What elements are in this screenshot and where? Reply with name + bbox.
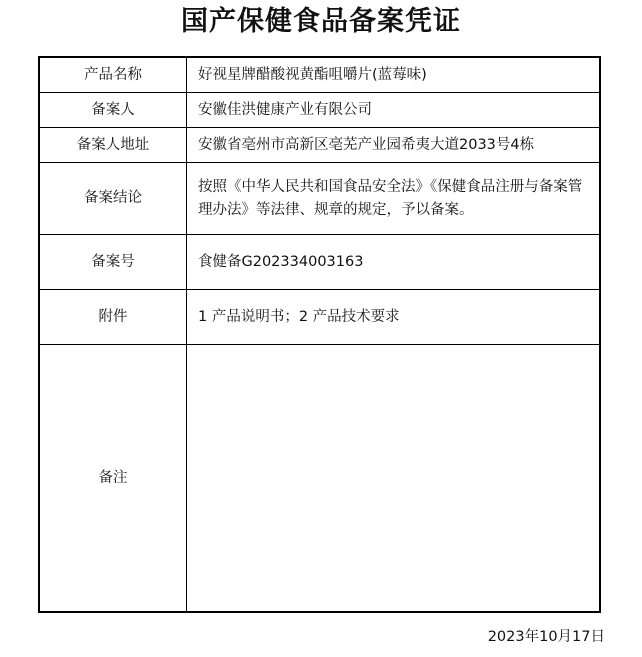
row-label-product-name: 产品名称 bbox=[40, 58, 187, 93]
row-value-attachments bbox=[187, 290, 599, 345]
row-label-filer-address: 备案人地址 bbox=[40, 128, 187, 163]
product-name-text: 好视星牌醋酸视黄酯咀嚼片(蓝莓味) bbox=[198, 66, 427, 83]
row-label-filer: 备案人 bbox=[40, 93, 187, 128]
row-label-filing-number: 备案号 bbox=[40, 235, 187, 290]
conclusion-text: 按照《中华人民共和国食品安全法》《保健食品注册与备案管理办法》等法律、规章的规定，予以备案。 bbox=[198, 178, 583, 218]
row-label-attachments: 附件 bbox=[40, 290, 187, 345]
row-label-conclusion: 备案结论 bbox=[40, 163, 187, 235]
row-value-remarks bbox=[187, 345, 599, 611]
filing-number-text: 食健备G202334003163 bbox=[198, 253, 364, 270]
issue-date: 2023年10月17日 bbox=[487, 629, 605, 645]
page-title: 国产保健食品备案凭证 bbox=[181, 6, 461, 37]
row-value-filer-address bbox=[187, 128, 599, 163]
filer-text: 安徽佳洪健康产业有限公司 bbox=[198, 101, 372, 118]
certificate-table bbox=[38, 56, 601, 613]
attachments-text: 1 产品说明书；2 产品技术要求 bbox=[198, 308, 400, 325]
filer-address-text: 安徽省亳州市高新区亳芜产业园希夷大道2033号4栋 bbox=[198, 136, 535, 153]
row-value-product-name bbox=[187, 58, 599, 93]
row-value-filing-number bbox=[187, 235, 599, 290]
row-value-filer bbox=[187, 93, 599, 128]
row-value-conclusion bbox=[187, 163, 599, 235]
row-label-remarks: 备注 bbox=[40, 345, 187, 611]
